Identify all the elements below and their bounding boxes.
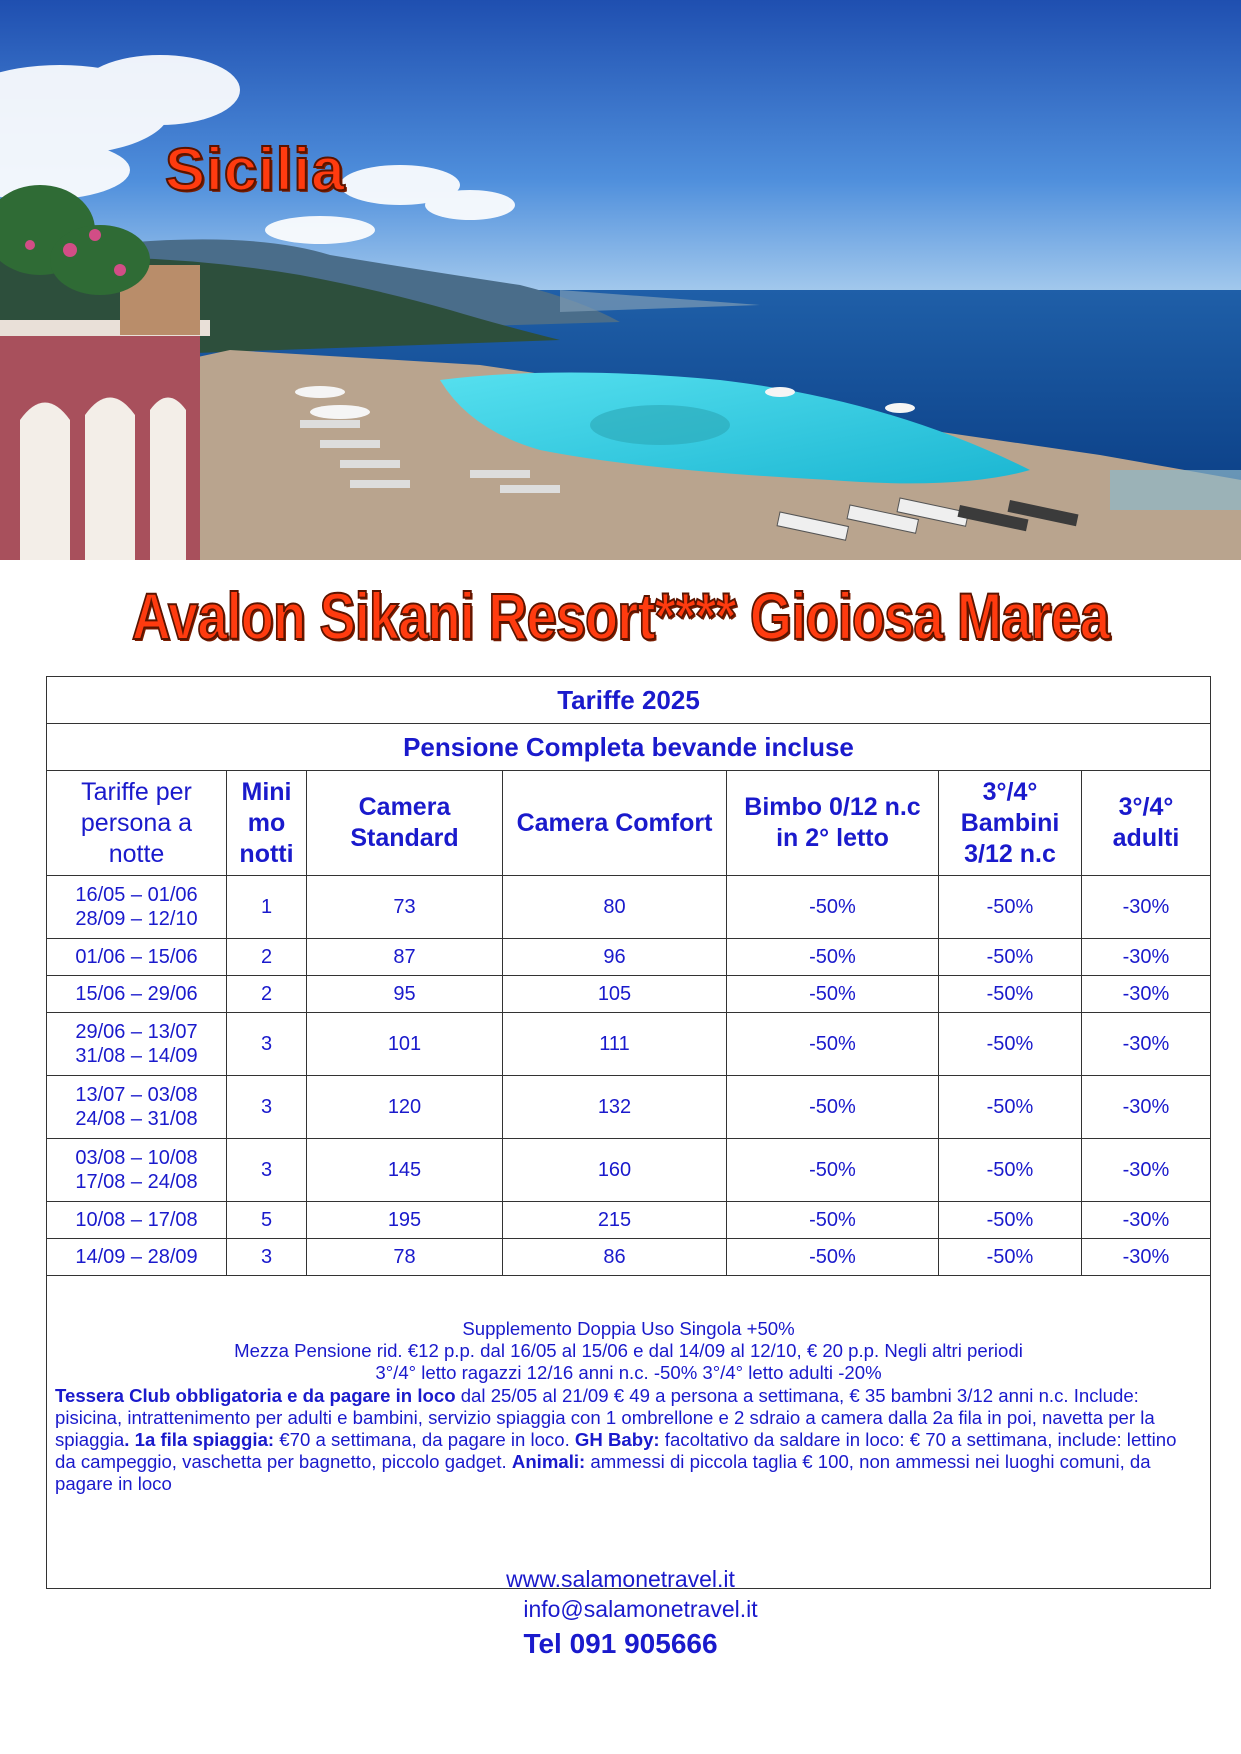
table-row bbox=[47, 1013, 1211, 1076]
period-range: 10/08 – 17/08 bbox=[75, 1209, 198, 1231]
cell-min: 3 bbox=[227, 1139, 307, 1202]
cell-bimbo: -50% bbox=[727, 1139, 939, 1202]
period-cell bbox=[47, 1076, 227, 1139]
region-title: Sicilia bbox=[165, 136, 346, 203]
table-row bbox=[47, 1202, 1211, 1239]
fila-label: . 1a fila spiaggia: bbox=[124, 1429, 275, 1451]
cell-bambini: -50% bbox=[939, 1013, 1082, 1076]
col-header-period: Tariffe per persona a notte bbox=[47, 771, 227, 876]
cell-bambini: -50% bbox=[939, 976, 1082, 1013]
note-supplement: Supplemento Doppia Uso Singola +50% bbox=[462, 1318, 795, 1339]
cell-bambini: -50% bbox=[939, 1139, 1082, 1202]
cell-standard: 145 bbox=[307, 1139, 503, 1202]
baby-text: facoltativo da saldare in loco: € 70 a settimana, include: lettino da campeggio, vaschetta per bagnetto, piccolo gadget. bbox=[55, 1429, 1177, 1473]
table-subtitle: Pensione Completa bevande incluse bbox=[47, 724, 1211, 771]
cell-adulti: -30% bbox=[1082, 1202, 1211, 1239]
fila-text: €70 a settimana, da pagare in loco. bbox=[274, 1429, 575, 1451]
period-range-2: 17/08 – 24/08 bbox=[75, 1171, 198, 1193]
cell-min: 5 bbox=[227, 1202, 307, 1239]
cell-min: 2 bbox=[227, 939, 307, 976]
cell-comfort: 80 bbox=[503, 876, 727, 939]
notes-block bbox=[47, 1276, 1211, 1589]
table-row bbox=[47, 939, 1211, 976]
period-cell bbox=[47, 939, 227, 976]
cell-standard: 120 bbox=[307, 1076, 503, 1139]
table-row bbox=[47, 1139, 1211, 1202]
email-link[interactable]: info@salamonetravel.it bbox=[523, 1596, 758, 1622]
col-header-comfort: Camera Comfort bbox=[503, 771, 727, 876]
phone-number[interactable]: Tel 091 905666 bbox=[523, 1628, 718, 1659]
animali-text: ammessi di piccola taglia € 100, non ammessi nei luoghi comuni, da pagare in loco bbox=[55, 1451, 1151, 1495]
cell-bimbo: -50% bbox=[727, 1013, 939, 1076]
cell-min: 3 bbox=[227, 1076, 307, 1139]
note-half-board: Mezza Pensione rid. €12 p.p. dal 16/05 al 15/06 e dal 14/09 al 12/10, € 20 p.p. Negli altri periodi bbox=[234, 1340, 1023, 1362]
website-link[interactable]: www.salamonetravel.it bbox=[506, 1566, 735, 1592]
cell-comfort: 132 bbox=[503, 1076, 727, 1139]
cell-comfort: 86 bbox=[503, 1239, 727, 1276]
period-range: 15/06 – 29/06 bbox=[75, 983, 198, 1005]
period-range-2: 24/08 – 31/08 bbox=[75, 1108, 198, 1130]
cell-adulti: -30% bbox=[1082, 1013, 1211, 1076]
cell-standard: 73 bbox=[307, 876, 503, 939]
hero-photo bbox=[0, 0, 1241, 560]
col-header-standard: Camera Standard bbox=[307, 771, 503, 876]
cell-bambini: -50% bbox=[939, 1202, 1082, 1239]
cell-min: 1 bbox=[227, 876, 307, 939]
cell-adulti: -30% bbox=[1082, 1076, 1211, 1139]
period-range-2: 28/09 – 12/10 bbox=[75, 908, 198, 930]
cell-comfort: 105 bbox=[503, 976, 727, 1013]
club-text: dal 25/05 al 21/09 € 49 a persona a settimana, € 35 bambni 3/12 anni n.c. Include: pisicina, intrattenimento per adulti e bambini, servizio spiaggia con 1 ombrellone e 2 sdraio a camera dalla 2a fila in poi, navetta per la spiaggia bbox=[55, 1384, 1155, 1451]
cell-bimbo: -50% bbox=[727, 939, 939, 976]
cell-comfort: 96 bbox=[503, 939, 727, 976]
table-row bbox=[47, 1076, 1211, 1139]
period-cell bbox=[47, 1202, 227, 1239]
cell-adulti: -30% bbox=[1082, 976, 1211, 1013]
period-range-2: 31/08 – 14/09 bbox=[75, 1045, 198, 1067]
period-range: 16/05 – 01/06 bbox=[75, 884, 198, 906]
contacts bbox=[0, 1564, 1241, 1664]
hotel-title: Avalon Sikani Resort**** Gioiosa Marea bbox=[131, 579, 1110, 653]
cell-standard: 101 bbox=[307, 1013, 503, 1076]
col-header-adulti: 3°/4° adulti bbox=[1082, 771, 1211, 876]
cell-bimbo: -50% bbox=[727, 1239, 939, 1276]
cell-min: 3 bbox=[227, 1239, 307, 1276]
cell-standard: 78 bbox=[307, 1239, 503, 1276]
period-cell bbox=[47, 976, 227, 1013]
cell-comfort: 215 bbox=[503, 1202, 727, 1239]
period-range: 13/07 – 03/08 bbox=[75, 1084, 198, 1106]
note-extra-beds: 3°/4° letto ragazzi 12/16 anni n.c. -50% 3°/4° letto adulti -20% bbox=[375, 1362, 882, 1384]
table-title: Tariffe 2025 bbox=[47, 677, 1211, 724]
period-cell bbox=[47, 1239, 227, 1276]
cell-bambini: -50% bbox=[939, 876, 1082, 939]
col-header-bimbo: Bimbo 0/12 n.c in 2° letto bbox=[727, 771, 939, 876]
col-header-min-nights: Mini mo notti bbox=[227, 771, 307, 876]
cell-min: 3 bbox=[227, 1013, 307, 1076]
cell-bimbo: -50% bbox=[727, 976, 939, 1013]
period-range: 14/09 – 28/09 bbox=[75, 1246, 198, 1268]
cell-adulti: -30% bbox=[1082, 876, 1211, 939]
cell-adulti: -30% bbox=[1082, 939, 1211, 976]
cell-bimbo: -50% bbox=[727, 876, 939, 939]
cell-adulti: -30% bbox=[1082, 1239, 1211, 1276]
table-row bbox=[47, 976, 1211, 1013]
cell-adulti: -30% bbox=[1082, 1139, 1211, 1202]
period-range: 01/06 – 15/06 bbox=[75, 946, 198, 968]
cell-standard: 195 bbox=[307, 1202, 503, 1239]
table-row bbox=[47, 876, 1211, 939]
col-header-bambini: 3°/4° Bambini 3/12 n.c bbox=[939, 771, 1082, 876]
cell-bambini: -50% bbox=[939, 939, 1082, 976]
animali-label: Animali: bbox=[511, 1451, 586, 1473]
period-range: 29/06 – 13/07 bbox=[75, 1021, 198, 1043]
cell-comfort: 160 bbox=[503, 1139, 727, 1202]
club-label: Tessera Club obbligatoria e da pagare in loco bbox=[55, 1384, 456, 1406]
cell-bambini: -50% bbox=[939, 1239, 1082, 1276]
cell-comfort: 111 bbox=[503, 1013, 727, 1076]
table-row bbox=[47, 1239, 1211, 1276]
period-range: 03/08 – 10/08 bbox=[75, 1147, 198, 1169]
baby-label: GH Baby: bbox=[574, 1429, 660, 1451]
cell-min: 2 bbox=[227, 976, 307, 1013]
cell-bimbo: -50% bbox=[727, 1202, 939, 1239]
period-cell bbox=[47, 1139, 227, 1202]
cell-standard: 87 bbox=[307, 939, 503, 976]
cell-bimbo: -50% bbox=[727, 1076, 939, 1139]
cell-bambini: -50% bbox=[939, 1076, 1082, 1139]
period-cell bbox=[47, 1013, 227, 1076]
price-table bbox=[46, 676, 1211, 1589]
cell-standard: 95 bbox=[307, 976, 503, 1013]
period-cell bbox=[47, 876, 227, 939]
note-club-paragraph bbox=[55, 1385, 1176, 1495]
